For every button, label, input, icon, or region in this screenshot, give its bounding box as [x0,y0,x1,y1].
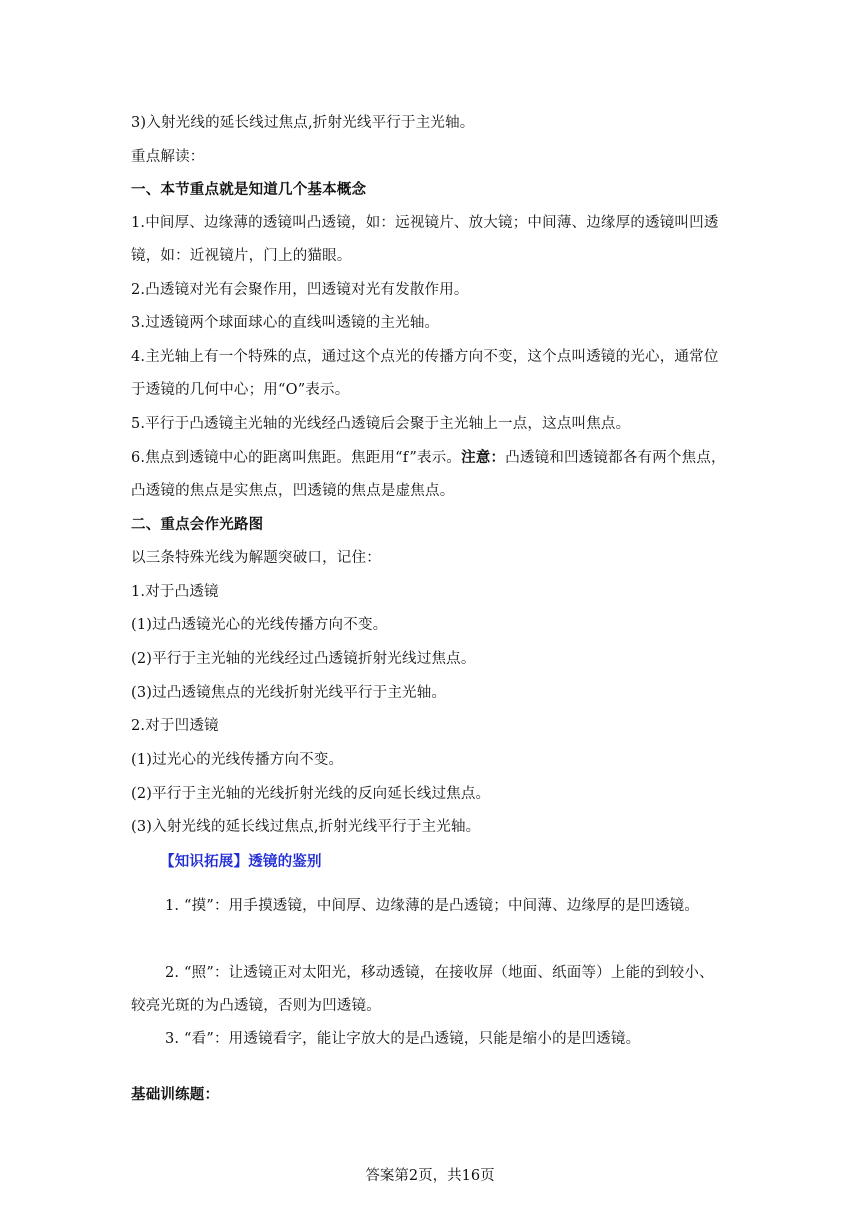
text-line: (1)过光心的光线传播方向不变。 [131,752,344,768]
text-line: 5.平行于凸透镜主光轴的光线经凸透镜后会聚于主光轴上一点，这点叫焦点。 [131,416,631,432]
text-line: 较亮光斑的为凸透镜，否则为凹透镜。 [131,998,381,1014]
text-line: 3)入射光线的延长线过焦点,折射光线平行于主光轴。 [131,115,475,131]
text-line: 镜，如：近视镜片，门上的猫眼。 [131,248,352,264]
text-line: 2.凸透镜对光有会聚作用，凹透镜对光有发散作用。 [131,282,469,298]
text-line: 3. “看”：用透镜看字，能让字放大的是凸透镜，只能是缩小的是凹透镜。 [165,1031,641,1047]
section-heading: 二、重点会作光路图 [131,516,264,533]
text-line: 3.过透镜两个球面球心的直线叫透镜的主光轴。 [131,315,440,331]
text-line: (2)平行于主光轴的光线经过凸透镜折射光线过焦点。 [131,651,476,667]
text-line: 凸透镜的焦点是实焦点，凹透镜的焦点是虚焦点。 [131,483,455,499]
text-line: 1.中间厚、边缘薄的透镜叫凸透镜，如：远视镜片、放大镜；中间薄、边缘厚的透镜叫凹透 [131,215,719,231]
text-line: (1)过凸透镜光心的光线传播方向不变。 [131,617,388,633]
section-heading: 一、本节重点就是知道几个基本概念 [131,181,367,198]
text-line: (2)平行于主光轴的光线折射光线的反向延长线过焦点。 [131,786,491,802]
text-segment: 6.焦点到透镜中心的距离叫焦距。焦距用“f”表示。 [131,450,462,466]
text-segment: 凸透镜和凹透镜都各有两个焦点， [505,450,726,466]
text-line: (3)入射光线的延长线过焦点,折射光线平行于主光轴。 [131,819,481,835]
text-line: (3)过凸透镜焦点的光线折射光线平行于主光轴。 [131,685,447,701]
page-footer: 答案第2页，共16页 [365,1168,495,1184]
section-heading: 基础训练题： [131,1086,220,1103]
text-line: 以三条特殊光线为解题突破口，记住： [131,550,381,566]
text-line: 2.对于凹透镜 [131,718,219,734]
note-label: 注意： [461,449,506,466]
knowledge-extension-heading: 【知识拓展】透镜的鉴别 [160,853,322,870]
section-label: 重点解读： [131,149,205,165]
text-line: 4.主光轴上有一个特殊的点，通过这个点光的传播方向不变，这个点叫透镜的光心，通常位 [131,349,719,365]
text-line [131,448,726,468]
text-line: 1.对于凸透镜 [131,584,219,600]
text-line: 于透镜的几何中心；用“O”表示。 [131,382,350,398]
text-line: 1. “摸”：用手摸透镜，中间厚、边缘薄的是凸透镜；中间薄、边缘厚的是凹透镜。 [165,898,700,914]
text-line: 2. “照”：让透镜正对太阳光，移动透镜，在接收屏（地面、纸面等）上能的到较小、 [165,965,714,981]
